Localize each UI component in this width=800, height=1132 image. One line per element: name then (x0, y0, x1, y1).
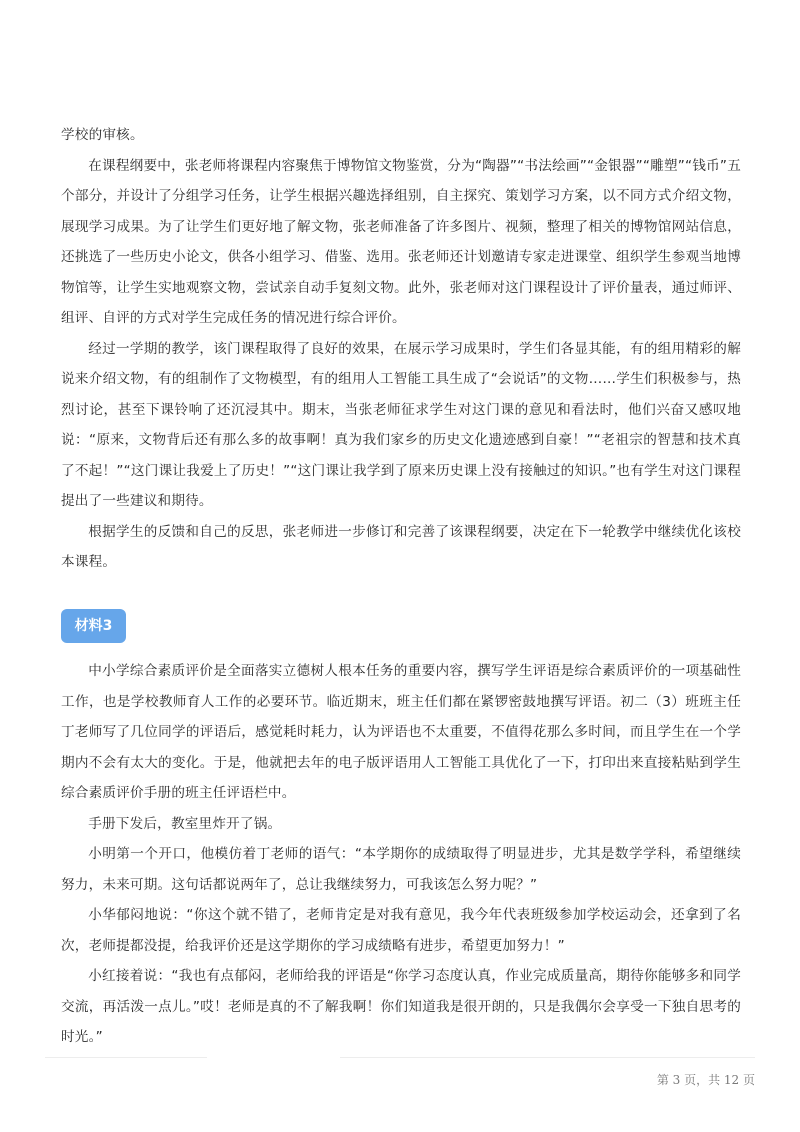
paragraph: 根据学生的反馈和自己的反思，张老师进一步修订和完善了该课程纲要，决定在下一轮教学中继续优化该校本课程。 (61, 523, 741, 570)
paragraph: 在课程纲要中，张老师将课程内容聚焦于博物馆文物鉴赏，分为“陶器”“书法绘画”“金银器”“雕塑”“钱币”五个部分，并设计了分组学习任务，让学生根据兴趣选择组别，自主探究、策划学习方案，以不同方式介绍文物，展现学习成果。为了让学生们更好地了解文物，张老师准备了许多图片、视频，整理了相关的博物馆网站信息，还挑选了一些历史小论文，供各小组学习、借鉴、选用。张老师还计划邀请专家走进课堂、组织学生参观当地博物馆等，让学生实地观察文物，尝试亲自动手复刻文物。此外，张老师对这门课程设计了评价量表，通过师评、组评、自评的方式对学生完成任务的情况进行综合评价。 (61, 157, 741, 326)
material-1-section (61, 120, 741, 578)
paragraph: 经过一学期的教学，该门课程取得了良好的效果，在展示学习成果时，学生们各显其能，有的组用精彩的解说来介绍文物，有的组制作了文物模型，有的组用人工智能工具生成了“会说话”的文物……学生们积极参与，热烈讨论，甚至下课铃响了还沉浸其中。期末，当张老师征求学生对这门课的意见和看法时，他们兴奋又感叹地说：“原来，文物背后还有那么多的故事啊！真为我们家乡的历史文化遗迹感到自豪！”“老祖宗的智慧和技术真了不起！”“这门课让我爱上了历史！”“这门课让我学到了原来历史课上没有接触过的知识。”也有学生对这门课程提出了一些建议和期待。 (61, 340, 741, 509)
footer-divider-left (45, 1057, 207, 1058)
paragraph: 手册下发后，教室里炸开了锅。 (88, 815, 282, 832)
material-3-tag: 材料3 (61, 609, 126, 643)
page-number: 第 3 页，共 12 页 (656, 1073, 755, 1087)
footer-divider-right (340, 1057, 755, 1058)
paragraph: 小明第一个开口，他模仿着丁老师的语气：“本学期你的成绩取得了明显进步，尤其是数学学科，希望继续努力，未来可期。这句话都说两年了，总让我继续努力，可我该怎么努力呢？” (61, 846, 741, 893)
paragraph: 中小学综合素质评价是全面落实立德树人根本任务的重要内容，撰写学生评语是综合素质评价的一项基础性工作，也是学校教师育人工作的必要环节。临近期末，班主任们都在紧锣密鼓地撰写评语。初二（3）班班主任丁老师写了几位同学的评语后，感觉耗时耗力，认为评语也不太重要，不值得花那么多时间，而且学生在一个学期内不会有太大的变化。于是，他就把去年的电子版评语用人工智能工具优化了一下，打印出来直接粘贴到学生综合素质评价手册的班主任评语栏中。 (61, 663, 741, 801)
paragraph: 小红接着说：“我也有点郁闷，老师给我的评语是“你学习态度认真，作业完成质量高，期待你能够多和同学交流，再活泼一点儿。”哎！老师是真的不了解我啊！你们知道我是很开朗的，只是我偶尔会享受一下独自思考的时光。” (61, 968, 741, 1045)
paragraph: 学校的审核。 (61, 127, 144, 143)
material-3-section (61, 656, 741, 1053)
paragraph: 小华郁闷地说：“你这个就不错了，老师肯定是对我有意见，我今年代表班级参加学校运动会，还拿到了名次，老师提都没提，给我评价还是这学期你的学习成绩略有进步，希望更加努力！” (61, 907, 741, 954)
